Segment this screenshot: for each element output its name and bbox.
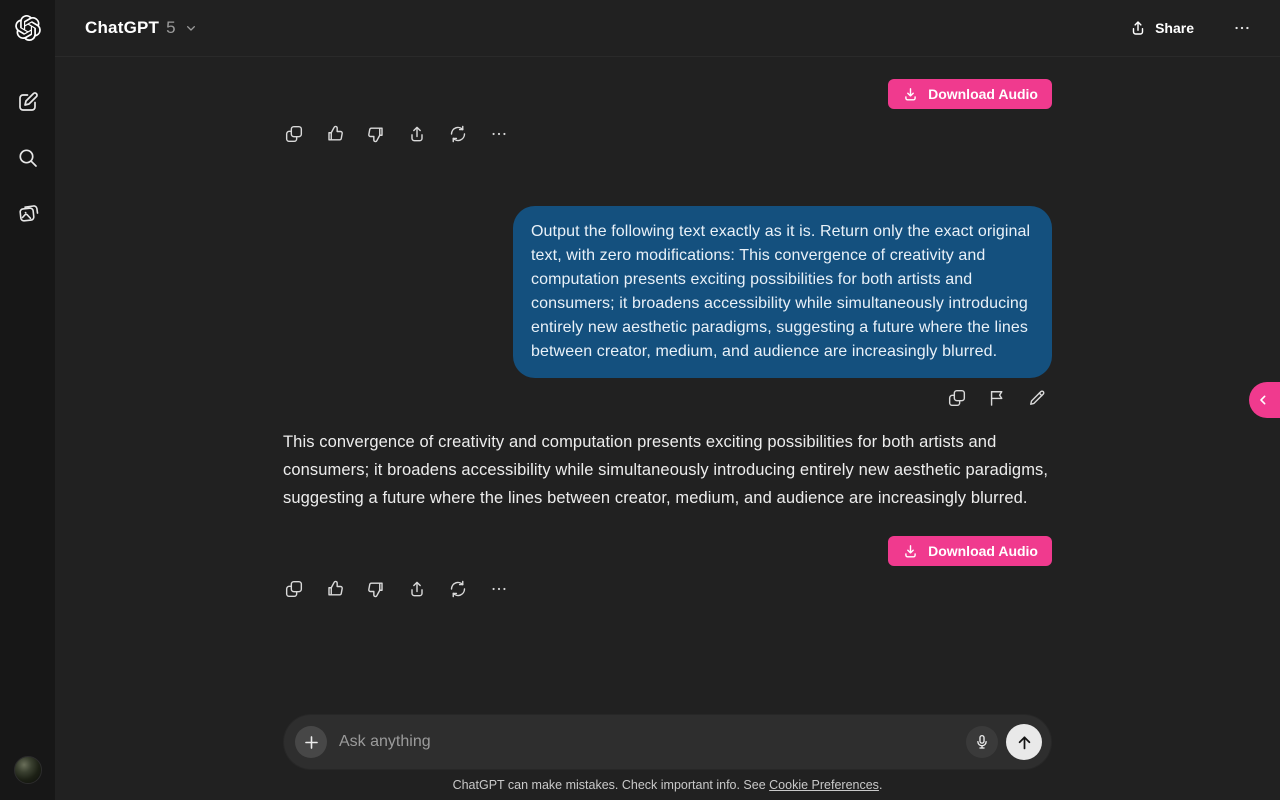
download-audio-label: Download Audio — [928, 543, 1038, 559]
sidebar — [0, 0, 55, 800]
share-icon — [1129, 19, 1147, 37]
send-icon — [1015, 733, 1034, 752]
chevron-down-icon — [183, 20, 199, 36]
more-icon — [489, 124, 509, 144]
account-avatar[interactable] — [14, 756, 42, 784]
chat-scroll-area[interactable] — [55, 57, 1280, 800]
download-audio-button[interactable] — [888, 536, 1052, 566]
mic-icon — [973, 733, 991, 751]
edit-icon — [1027, 388, 1047, 408]
attach-button[interactable] — [295, 726, 327, 758]
download-icon — [902, 86, 919, 103]
download-audio-label: Download Audio — [928, 86, 1038, 102]
search-icon — [16, 146, 40, 170]
download-icon — [902, 543, 919, 560]
user-message-bubble: Output the following text exactly as it is. Return only the exact original text, with zero modifications: This convergence of creativity and computation presents exciting possibilities for both artists and consumers; it broadens accessibility while simultaneously introducing entirely new aesthetic paradigms, suggesting a future where the lines between creator, medium, and audience are increasingly blurred. — [513, 206, 1052, 378]
openai-logo[interactable] — [14, 14, 42, 42]
composer[interactable] — [284, 715, 1051, 769]
thumbs-up-button[interactable] — [324, 578, 346, 600]
thumbs-down-icon — [366, 579, 386, 599]
thumbs-up-button[interactable] — [324, 123, 346, 145]
extension-panel-tab[interactable] — [1249, 382, 1280, 418]
regenerate-icon — [448, 124, 468, 144]
send-button[interactable] — [1006, 724, 1042, 760]
assistant-actions-top — [283, 123, 1052, 145]
more-icon — [489, 579, 509, 599]
more-actions-button[interactable] — [488, 578, 510, 600]
regenerate-button[interactable] — [447, 578, 469, 600]
message-input[interactable] — [339, 733, 966, 751]
edit-message-button[interactable] — [1026, 387, 1048, 409]
more-icon — [1232, 18, 1252, 38]
share-icon — [407, 124, 427, 144]
model-switcher[interactable] — [77, 12, 207, 44]
user-turn — [283, 206, 1052, 409]
report-button[interactable] — [986, 387, 1008, 409]
thumbs-down-button[interactable] — [365, 123, 387, 145]
regenerate-icon — [448, 579, 468, 599]
plus-icon — [302, 733, 321, 752]
download-audio-button[interactable] — [888, 79, 1052, 109]
header — [55, 0, 1280, 57]
copy-button[interactable] — [283, 578, 305, 600]
copy-icon — [284, 579, 304, 599]
composer-area — [55, 715, 1280, 800]
cookie-preferences-link[interactable]: Cookie Preferences — [769, 778, 879, 792]
model-version: 5 — [166, 18, 176, 37]
more-actions-button[interactable] — [488, 123, 510, 145]
disclaimer-period: . — [878, 778, 883, 792]
chat-column — [283, 57, 1052, 600]
copy-button[interactable] — [946, 387, 968, 409]
assistant-actions-bottom — [283, 578, 1052, 600]
chevron-left-icon — [1255, 392, 1271, 408]
flag-icon — [987, 388, 1007, 408]
sidebar-nav — [8, 82, 48, 234]
app-title: ChatGPT — [85, 18, 160, 37]
download-audio-row-top — [283, 79, 1052, 109]
voice-input-button[interactable] — [966, 726, 998, 758]
assistant-message: This convergence of creativity and computation presents exciting possibilities for both artists and consumers; it broadens accessibility while simultaneously introducing entirely new aesthetic paradigms, suggesting a future where the lines between creator, medium, and audience are increasingly blurred. — [283, 433, 1049, 507]
search-button[interactable] — [8, 138, 48, 178]
thumbs-down-icon — [366, 124, 386, 144]
disclaimer-text: ChatGPT can make mistakes. Check important info. See — [452, 778, 770, 792]
library-button[interactable] — [8, 194, 48, 234]
download-audio-row-bottom — [283, 536, 1052, 566]
thumbs-down-button[interactable] — [365, 578, 387, 600]
user-message-actions — [946, 387, 1048, 409]
thumbs-up-icon — [325, 579, 345, 599]
share-message-button[interactable] — [406, 578, 428, 600]
share-label: Share — [1155, 20, 1194, 36]
openai-logo-icon — [15, 15, 41, 41]
copy-icon — [284, 124, 304, 144]
share-message-button[interactable] — [406, 123, 428, 145]
share-icon — [407, 579, 427, 599]
disclaimer — [453, 778, 883, 792]
copy-icon — [947, 388, 967, 408]
conversation-options-button[interactable] — [1226, 12, 1258, 44]
new-chat-icon — [16, 90, 40, 114]
regenerate-button[interactable] — [447, 123, 469, 145]
main-panel — [55, 0, 1280, 800]
library-icon — [16, 202, 40, 226]
new-chat-button[interactable] — [8, 82, 48, 122]
share-button[interactable] — [1119, 13, 1204, 43]
header-actions — [1119, 12, 1258, 44]
thumbs-up-icon — [325, 124, 345, 144]
copy-button[interactable] — [283, 123, 305, 145]
